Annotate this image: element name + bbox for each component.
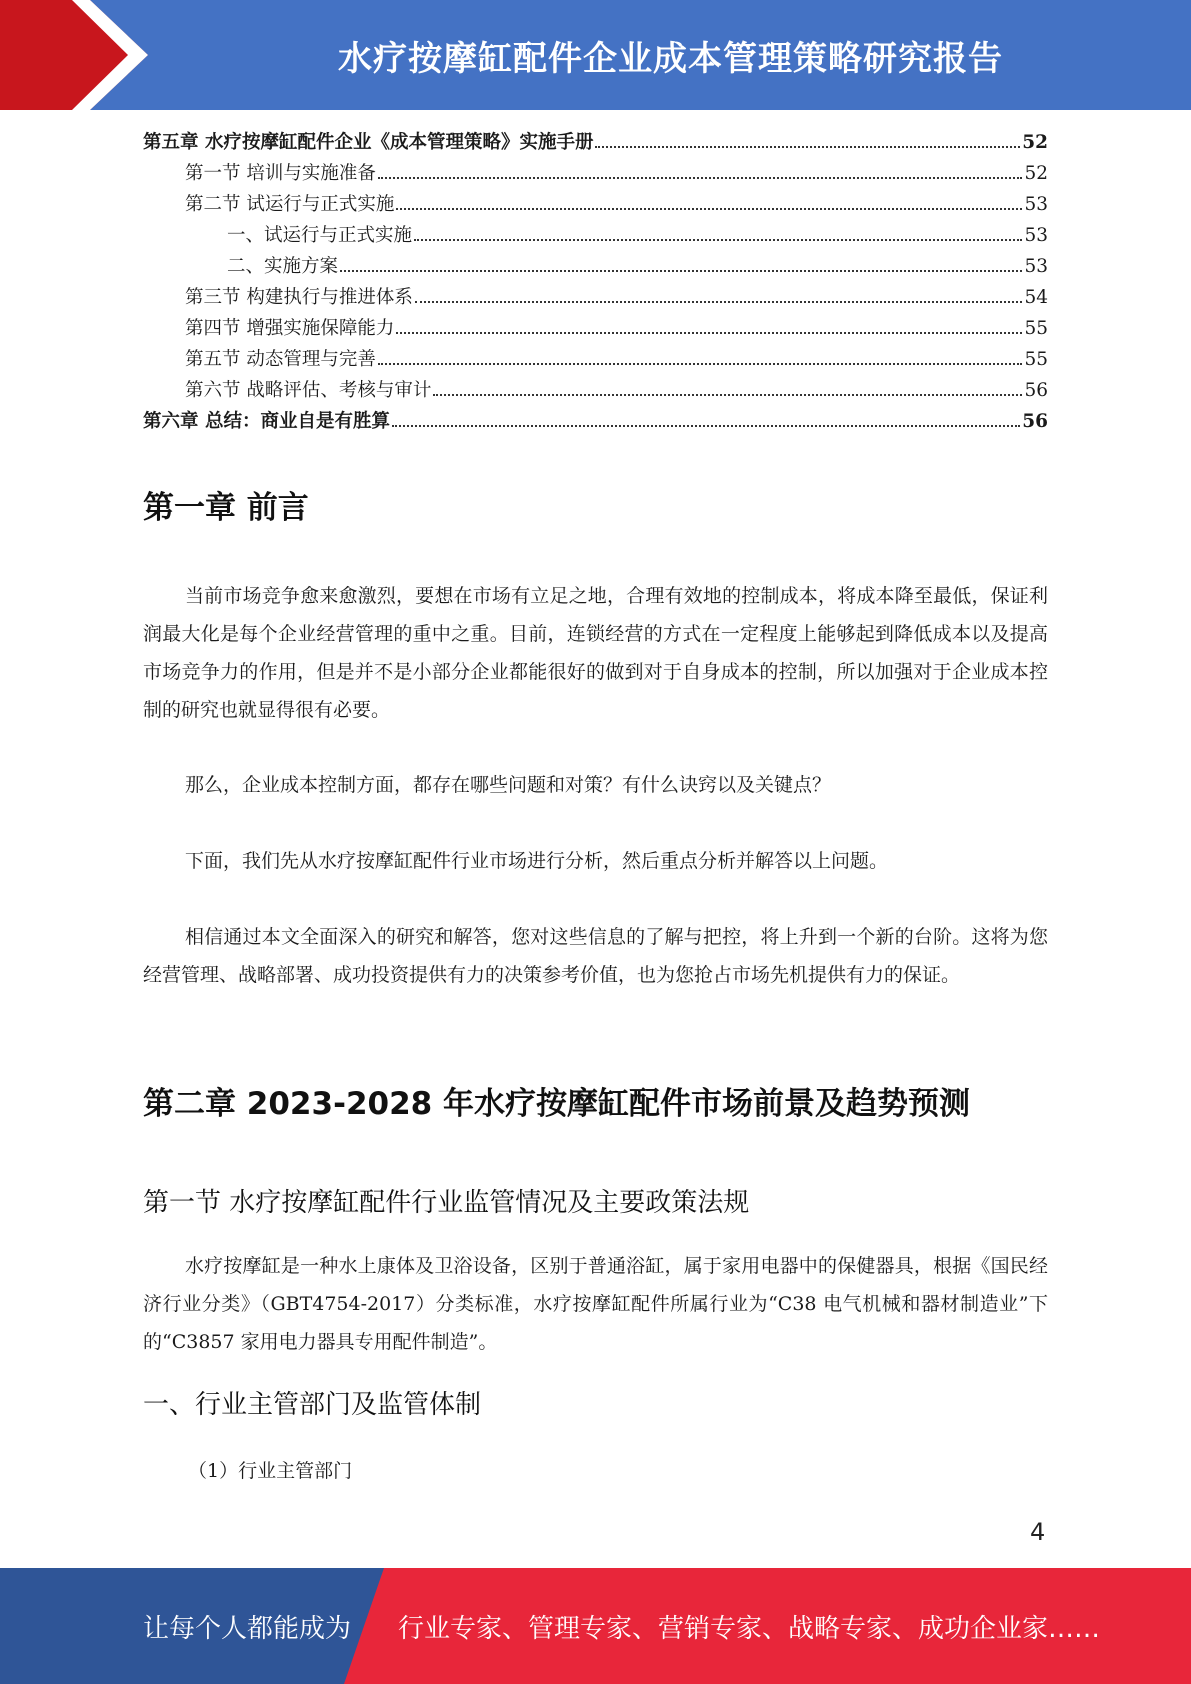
toc-entry-title: 第一节 培训与实施准备	[185, 163, 376, 184]
list-item: （1）行业主管部门	[188, 1460, 353, 1482]
toc-entry-page: 54	[1024, 287, 1048, 308]
toc-entry-title: 第三节 构建执行与推进体系	[185, 287, 413, 308]
toc-entry[interactable]	[143, 252, 1048, 283]
toc-leader-dots	[595, 145, 1020, 148]
toc-entry-title: 第二节 试运行与正式实施	[185, 194, 395, 215]
section-1-heading: 第一节 水疗按摩缸配件行业监管情况及主要政策法规	[143, 1188, 750, 1218]
toc-entry[interactable]	[143, 190, 1048, 221]
toc-entry-title: 一、试运行与正式实施	[227, 225, 413, 246]
intro-paragraph-4: 相信通过本文全面深入的研究和解答，您对这些信息的了解与把控，将上升到一个新的台阶。这将为您经营管理、战略部署、成功投资提供有力的决策参考价值，也为您抢占市场先机提供有力的保证。	[143, 926, 1048, 986]
subsection-heading: 一、行业主管部门及监管体制	[143, 1390, 482, 1420]
toc-entry-title: 第六节 战略评估、考核与审计	[185, 380, 432, 401]
toc-entry[interactable]	[143, 159, 1048, 190]
intro-paragraph-1: 当前市场竞争愈来愈激烈，要想在市场有立足之地，合理有效地的控制成本，将成本降至最低，保证利润最大化是每个企业经营管理的重中之重。目前，连锁经营的方式在一定程度上能够起到降低成本以及提高市场竞争力的作用，但是并不是小部分企业都能很好的做到对于自身成本的控制，所以加强对于企业成本控制的研究也就显得很有必要。	[143, 585, 1048, 721]
toc-entry-page: 52	[1024, 163, 1048, 184]
table-of-contents	[143, 128, 1048, 438]
toc-entry-page: 55	[1024, 349, 1048, 370]
toc-entry[interactable]	[143, 221, 1048, 252]
toc-leader-dots	[378, 362, 1023, 365]
toc-entry-page: 53	[1024, 256, 1048, 277]
toc-entry-page: 52	[1022, 132, 1048, 153]
header-banner	[0, 0, 1191, 110]
toc-entry[interactable]	[143, 376, 1048, 407]
toc-entry[interactable]	[143, 283, 1048, 314]
toc-entry[interactable]	[143, 314, 1048, 345]
toc-leader-dots	[392, 424, 1020, 427]
page-number: 4	[1030, 1518, 1046, 1546]
toc-entry[interactable]	[143, 407, 1048, 438]
intro-paragraph-3: 下面，我们先从水疗按摩缸配件行业市场进行分析，然后重点分析并解答以上问题。	[185, 850, 889, 872]
toc-entry[interactable]	[143, 128, 1048, 159]
section-1-paragraph: 水疗按摩缸是一种水上康体及卫浴设备，区别于普通浴缸，属于家用电器中的保健器具，根据《国民经济行业分类》（GBT4754-2017）分类标准，水疗按摩缸配件所属行业为“C38 电气机械和器材制造业”下的“C3857 家用电力器具专用配件制造”。	[143, 1255, 1048, 1353]
intro-paragraph-2: 那么，企业成本控制方面，都存在哪些问题和对策？有什么诀窍以及关键点？	[185, 774, 832, 796]
footer-slogan-left: 让每个人都能成为	[143, 1613, 352, 1644]
toc-entry-page: 56	[1024, 380, 1048, 401]
toc-leader-dots	[433, 393, 1022, 396]
toc-leader-dots	[414, 238, 1022, 241]
toc-entry[interactable]	[143, 345, 1048, 376]
toc-leader-dots	[396, 207, 1022, 210]
toc-entry-title: 第六章 总结：商业自是有胜算	[143, 411, 390, 432]
toc-leader-dots	[396, 331, 1022, 334]
footer-slogan-right: 行业专家、管理专家、营销专家、战略专家、成功企业家……	[398, 1613, 1101, 1644]
footer-banner	[0, 1568, 1191, 1684]
toc-entry-title: 第五节 动态管理与完善	[185, 349, 376, 370]
toc-entry-page: 55	[1024, 318, 1048, 339]
toc-leader-dots	[378, 176, 1023, 179]
toc-leader-dots	[340, 269, 1022, 272]
report-title: 水疗按摩缸配件企业成本管理策略研究报告	[338, 38, 1003, 79]
toc-entry-page: 53	[1024, 194, 1048, 215]
toc-entry-title: 二、实施方案	[227, 256, 339, 277]
chapter-1-heading: 第一章 前言	[143, 490, 309, 526]
toc-entry-page: 53	[1024, 225, 1048, 246]
chapter-2-heading: 第二章 2023-2028 年水疗按摩缸配件市场前景及趋势预测	[143, 1086, 971, 1122]
toc-leader-dots	[415, 300, 1023, 303]
toc-entry-title: 第四节 增强实施保障能力	[185, 318, 395, 339]
toc-entry-page: 56	[1022, 411, 1048, 432]
toc-entry-title: 第五章 水疗按摩缸配件企业《成本管理策略》实施手册	[143, 132, 594, 153]
